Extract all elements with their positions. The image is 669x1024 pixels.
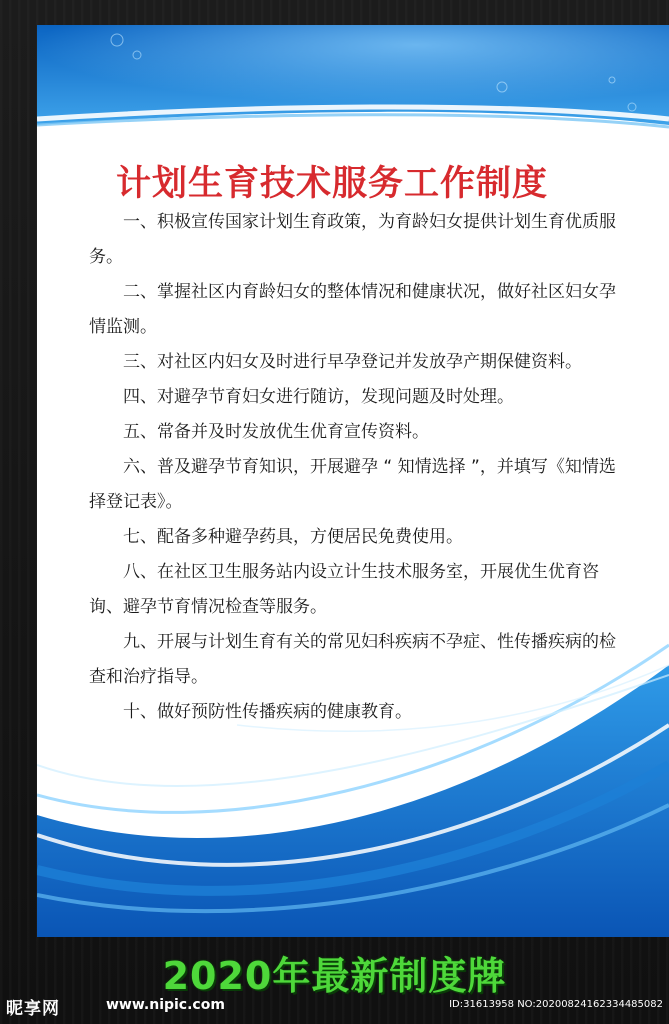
watermark-id: ID:31613958 NO:20200824162334485082 — [449, 999, 663, 1010]
rule-item-6: 六、普及避孕节育知识，开展避孕 “ 知情选择 ”，并填写《知情选择登记表》。 — [89, 457, 616, 512]
rule-item-4: 四、对避孕节育妇女进行随访，发现问题及时处理。 — [123, 387, 514, 407]
watermark-site: www.nipic.com — [106, 997, 225, 1013]
rule-item-8: 八、在社区卫生服务站内设立计生技术服务室，开展优生优育咨询、避孕节育情况检查等服务。 — [89, 562, 599, 617]
slogan-banner: 2020年最新制度牌 — [162, 954, 507, 998]
watermark-logo: 昵享网 — [6, 999, 60, 1019]
rule-item-7: 七、配备多种避孕药具，方便居民免费使用。 — [123, 527, 463, 547]
rule-item-1: 一、积极宣传国家计划生育政策，为育龄妇女提供计划生育优质服务。 — [89, 212, 616, 267]
rule-item-5: 五、常备并及时发放优生优育宣传资料。 — [123, 422, 429, 442]
rule-item-10: 十、做好预防性传播疾病的健康教育。 — [123, 702, 412, 722]
rule-item-9: 九、开展与计划生育有关的常见妇科疾病不孕症、性传播疾病的检查和治疗指导。 — [89, 632, 616, 687]
rule-item-3: 三、对社区内妇女及时进行早孕登记并发放孕产期保健资料。 — [123, 352, 582, 372]
page-title: 计划生育技术服务工作制度 — [115, 163, 548, 204]
rules-list — [89, 205, 619, 730]
rule-item-2: 二、掌握社区内育龄妇女的整体情况和健康状况，做好社区妇女孕情监测。 — [89, 282, 616, 337]
notice-board — [37, 25, 669, 937]
